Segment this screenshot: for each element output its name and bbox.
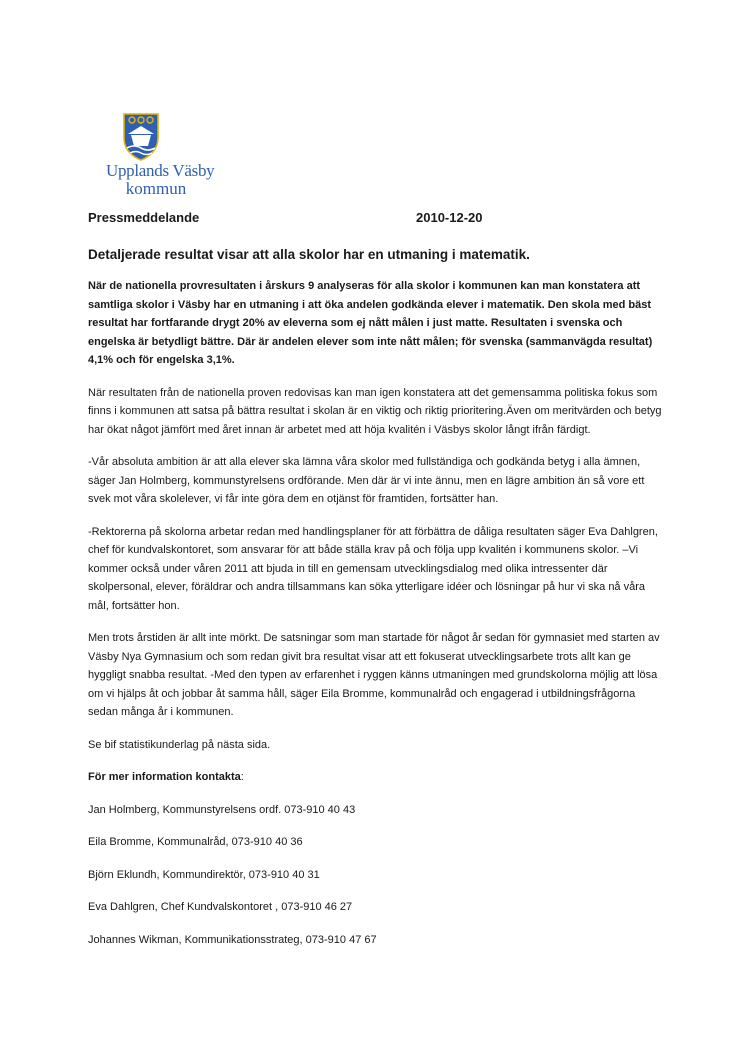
contact-item: Eila Bromme, Kommunalråd, 073-910 40 36 <box>88 836 303 848</box>
coat-of-arms-icon <box>122 112 160 162</box>
headline: Detaljerade resultat visar att alla skolor har en utmaning i matematik. <box>88 247 530 262</box>
body-paragraph-4: Men trots årstiden är allt inte mörkt. De satsningar som man startade för något år sedan för gymnasiet med starten av Väsby Nya Gymnasium och som redan givit bra resultat visar att ett fokuserat utvecklingsarbete trots allt kan ge hyggligt snabba resultat. -Med den typen av erfarenhet i ryggen känns utmaningen med grundskolorna möjlig att lösa om vi hjälps åt och jobbar åt samma håll, säger Eila Bromme, kommunalråd och engagerad i utbildningsfrågorna sedan många år i kommunen. <box>88 632 660 718</box>
municipality-logo <box>106 112 215 198</box>
attachment-note: Se bif statistikunderlag på nästa sida. <box>88 738 271 751</box>
article-body <box>88 277 666 963</box>
contacts-heading-text: För mer information kontakta <box>88 771 241 783</box>
body-paragraph-1: När resultaten från de nationella proven redovisas kan man igen konstatera att det gemensamma politiska fokus som finns i kommunen att satsa på bättra resultat i skolan är en viktig och riktig prioritering.Även om meritvärden och betyg har ökat något jämfört med året innan är arbetet med att höja kvalitén i Väsbys skolor långt ifrån färdigt. <box>88 386 662 436</box>
logo-text-name: Upplands Väsby <box>106 161 215 180</box>
contacts-heading <box>88 768 666 787</box>
body-paragraph-3: -Rektorerna på skolorna arbetar redan med handlingsplaner för att förbättra de dåliga resultaten säger Eva Dahlgren, chef för kundvalskontoret, som ansvarar för att både ställa krav på och följa upp kvalitén i kommunens skolor. –Vi kommer också under våren 2011 att bjuda in till en gemensam utvecklingsdialog med olika intressenter där skolpersonal, elever, föräldrar och andra tillsammans kan söka ytterligare idéer och lösningar på hur vi ska nå våra mål, fortsätter hon. <box>88 525 658 612</box>
contact-item: Jan Holmberg, Kommunstyrelsens ordf. 073-910 40 43 <box>88 803 356 816</box>
document-date: 2010-12-20 <box>416 210 483 225</box>
contacts-heading-colon: : <box>240 771 244 783</box>
lead-paragraph: När de nationella provresultaten i årskurs 9 analyseras för alla skolor i kommunen kan man konstatera att samtliga skolor i Väsby har en utmaning i att öka andelen godkända elever i matematik. Den skola med bäst resultat har fortfarande drygt 20% av eleverna som ej nått målen i just matte. Resultaten i svenska och engelska är betydligt bättre. Där är andelen elever som inte nått målen; för svenska (sammanvägda resultat) 4,1% och för engelska 3,1%. <box>88 280 653 366</box>
contact-item: Björn Eklundh, Kommundirektör, 073-910 40 31 <box>88 868 320 881</box>
document-type-label: Pressmeddelande <box>88 210 200 225</box>
body-paragraph-2: -Vår absoluta ambition är att alla elever ska lämna våra skolor med fullständiga och godkända betyg i alla ämnen, säger Jan Holmberg, kommunstyrelsens ordförande. Men där är vi inte ännu, men en lägre ambition än så vore ett svek mot våra skolelever, vi får inte göra dem en otjänst för framtiden, fortsätter han. <box>88 456 645 505</box>
logo-text-kommun: kommun <box>125 179 187 198</box>
contact-item: Johannes Wikman, Kommunikationsstrateg, 073-910 47 67 <box>88 933 377 946</box>
contact-item: Eva Dahlgren, Chef Kundvalskontoret , 073-910 46 27 <box>88 901 353 913</box>
